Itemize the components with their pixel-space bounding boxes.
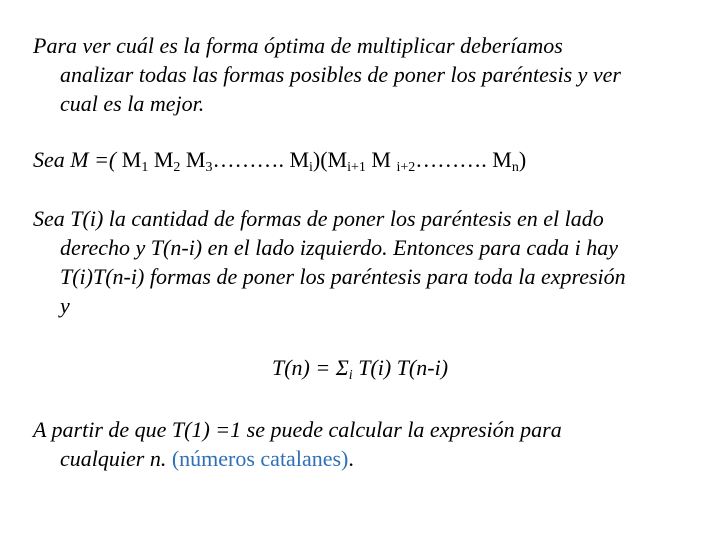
subscript-3: 3 [205,160,213,175]
recurrence-formula [0,353,720,382]
formula-rhs: T(i) T(n-i) [352,355,449,380]
definition-prefix: Sea M =( [33,147,117,172]
intro-paragraph [33,31,720,118]
conclusion-paragraph [33,415,720,473]
t-line-3: T(i)T(n-i) formas de poner los paréntesis para toda la expresión [60,264,626,289]
t-line-4: y [60,293,70,318]
t-line-1: Sea T(i) la cantidad de formas de poner los paréntesis en el lado [33,206,604,231]
subscript-i-plus-2: i+2 [396,160,416,175]
formula-lhs: T(n) = Σ [271,355,349,380]
close-paren: ) [518,147,527,172]
subscript-i-plus-1: i+1 [347,160,366,175]
final-period: . [348,446,354,471]
conclusion-line-1: A partir de que T(1) =1 se puede calcular la expresión para [33,417,562,442]
intro-line-3: cual es la mejor. [60,91,205,116]
matrix-m-i2: M [365,147,397,172]
subscript-1: 1 [141,160,149,175]
intro-line-1: Para ver cuál es la forma óptima de multiplicar deberíamos [33,33,563,58]
matrix-sequence-definition [33,145,720,174]
ellipsis-mn: ………. M [415,147,512,172]
t-line-2: derecho y T(n-i) en el lado izquierdo. Entonces para cada i hay [60,235,619,260]
conclusion-line-2-prefix: cualquier n. [60,446,172,471]
subscript-2: 2 [173,160,181,175]
catalan-numbers-link[interactable]: (números catalanes) [171,446,349,471]
matrix-sequence [121,147,527,175]
subscript-i: i [309,160,313,175]
matrix-m1: M [121,147,142,172]
matrix-m2: M [153,147,174,172]
ellipsis-mi: ………. M [212,147,310,172]
intro-line-2: analizar todas las formas posibles de poner los paréntesis y ver [60,62,621,87]
subscript-n: n [511,160,519,175]
t-function-paragraph [33,204,720,320]
matrix-m3: M [185,147,206,172]
split-paren: )(M [312,147,348,172]
sigma-subscript: i [348,368,353,383]
